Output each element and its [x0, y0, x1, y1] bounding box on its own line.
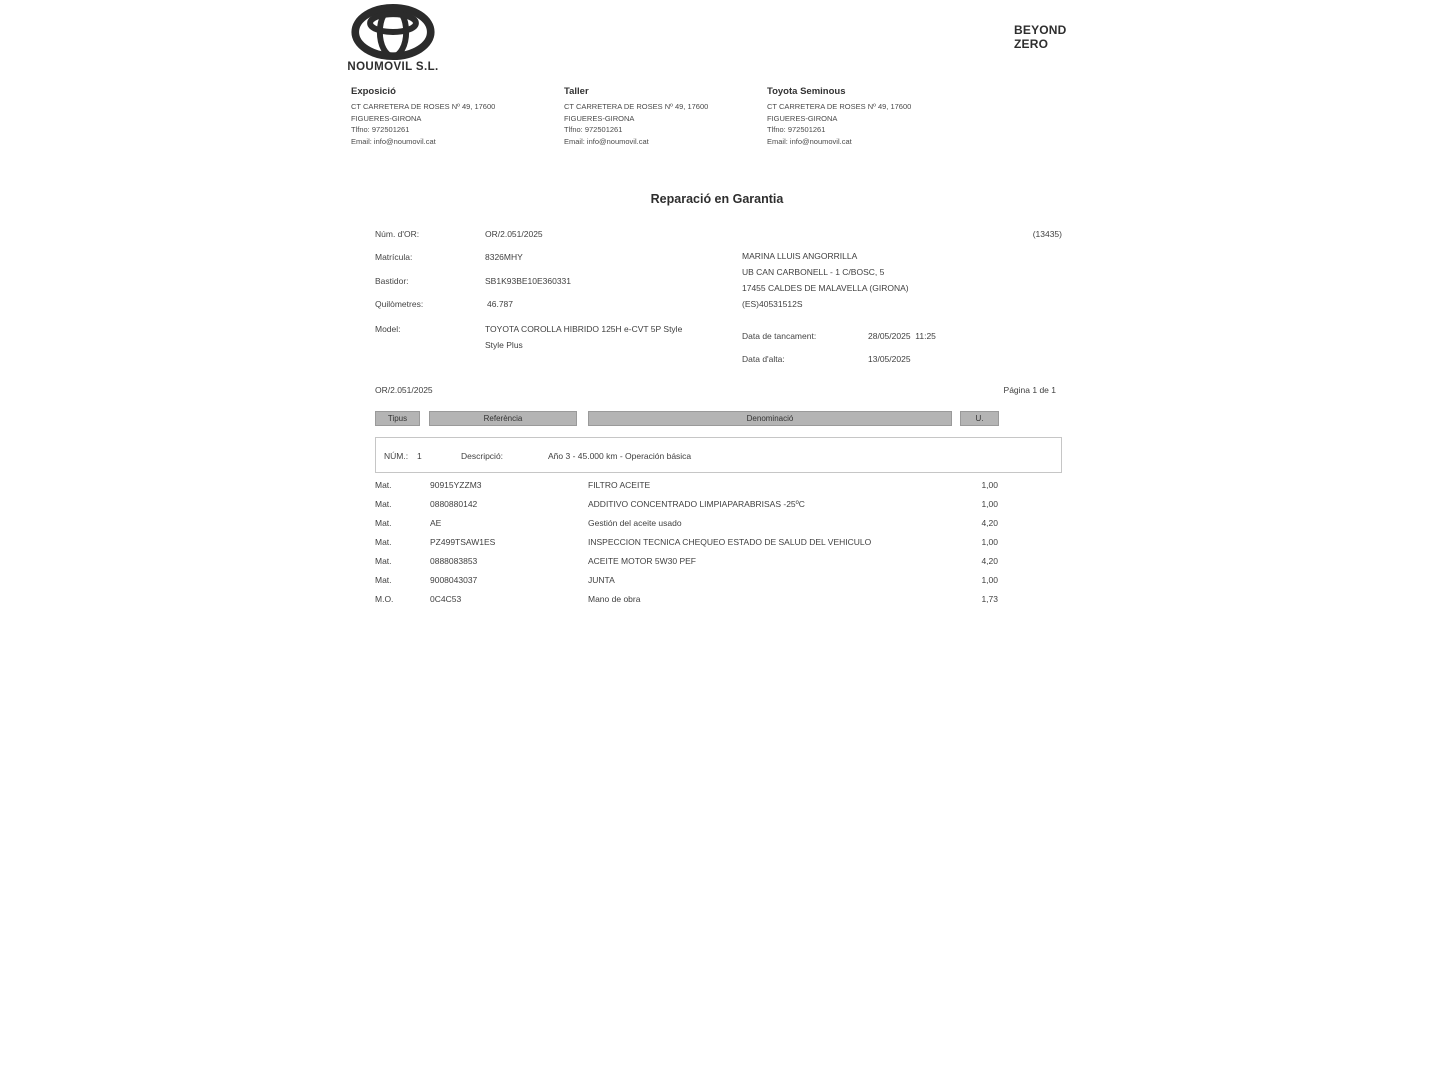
location-city: FIGUERES-GIRONA — [564, 113, 635, 123]
order-ref-number: (13435) — [1032, 229, 1062, 239]
customer-block — [742, 248, 909, 312]
location-phone: Tlfno: 972501261 — [351, 125, 410, 134]
location-title: Toyota Seminous — [767, 86, 846, 97]
column-header-referencia: Referència — [429, 411, 577, 426]
num-value: 1 — [417, 451, 422, 461]
num-label: NÚM.: — [384, 451, 409, 461]
num-or-value: OR/2.051/2025 — [485, 229, 543, 239]
row-referencia: AE — [430, 518, 442, 528]
row-units: 4,20 — [981, 556, 998, 566]
column-header-u: U. — [960, 411, 999, 426]
location-email: Email: info@noumovil.cat — [564, 136, 649, 146]
column-header-tipus: Tipus — [375, 411, 420, 426]
bastidor-value: SB1K93BE10E360331 — [485, 276, 572, 286]
row-denominacio: INSPECCION TECNICA CHEQUEO ESTADO DE SALUD DEL VEHICULO — [588, 537, 872, 547]
row-referencia: 0888083853 — [430, 556, 478, 566]
opening-date-label: Data d'alta: — [742, 354, 785, 364]
location-phone: Tlfno: 972501261 — [767, 125, 826, 134]
row-units: 1,00 — [981, 537, 998, 547]
quilometres-value: 46.787 — [487, 299, 513, 309]
row-tipus: Mat. — [375, 518, 392, 528]
row-referencia: 0C4C53 — [430, 594, 462, 604]
opening-date-value: 13/05/2025 — [868, 354, 911, 364]
location-city: FIGUERES-GIRONA — [351, 113, 422, 123]
customer-address-2: 17455 CALDES DE MALAVELLA (GIRONA) — [742, 283, 909, 293]
company-name: NOUMOVIL S.L. — [347, 61, 439, 73]
row-referencia: 9008043037 — [430, 575, 478, 585]
descripcio-label: Descripció: — [461, 451, 504, 461]
row-units: 1,00 — [981, 480, 998, 490]
location-title: Taller — [564, 86, 589, 97]
page-indicator: Página 1 de 1 — [1003, 385, 1056, 395]
row-units: 4,20 — [981, 518, 998, 528]
location-city: FIGUERES-GIRONA — [767, 113, 838, 123]
location-exposicio — [351, 86, 551, 147]
row-referencia: 0880880142 — [430, 499, 478, 509]
quilometres-label: Quilòmetres: — [375, 299, 424, 309]
row-denominacio: ADDITIVO CONCENTRADO LIMPIAPARABRISAS -25ºC — [588, 499, 805, 509]
row-units: 1,00 — [981, 499, 998, 509]
row-denominacio: JUNTA — [588, 575, 615, 585]
table-row — [0, 590, 1440, 609]
row-tipus: Mat. — [375, 537, 392, 547]
row-tipus: Mat. — [375, 556, 392, 566]
row-tipus: M.O. — [375, 594, 394, 604]
location-email: Email: info@noumovil.cat — [351, 136, 436, 146]
location-email: Email: info@noumovil.cat — [767, 136, 852, 146]
row-units: 1,00 — [981, 575, 998, 585]
table-row — [0, 552, 1440, 571]
table-row — [0, 514, 1440, 533]
model-value-line1: TOYOTA COROLLA HIBRIDO 125H e-CVT 5P Style — [485, 324, 683, 334]
beyond-zero-tagline: BEYOND ZERO — [1014, 23, 1067, 51]
row-tipus: Mat. — [375, 480, 392, 490]
location-phone: Tlfno: 972501261 — [564, 125, 623, 134]
row-tipus: Mat. — [375, 499, 392, 509]
document-title: Reparació en Garantia — [650, 192, 784, 206]
closing-date-label: Data de tancament: — [742, 331, 817, 341]
column-header-denominacio: Denominació — [588, 411, 952, 426]
matricula-value: 8326MHY — [485, 252, 523, 262]
or-reference-footer: OR/2.051/2025 — [375, 385, 433, 395]
customer-address-1: UB CAN CARBONELL - 1 C/BOSC, 5 — [742, 267, 885, 277]
bastidor-label: Bastidor: — [375, 276, 409, 286]
model-value-line2: Style Plus — [485, 340, 523, 350]
closing-date-value: 28/05/2025 11:25 — [868, 331, 936, 341]
row-referencia: PZ499TSAW1ES — [430, 537, 496, 547]
location-address: CT CARRETERA DE ROSES Nº 49, 17600 — [351, 102, 496, 111]
row-units: 1,73 — [981, 594, 998, 604]
row-denominacio: Mano de obra — [588, 594, 641, 604]
row-denominacio: Gestión del aceite usado — [588, 518, 682, 528]
location-title: Exposició — [351, 86, 396, 97]
row-denominacio: ACEITE MOTOR 5W30 PEF — [588, 556, 697, 566]
toyota-logo-icon — [350, 4, 436, 60]
table-row — [0, 571, 1440, 590]
model-label: Model: — [375, 324, 401, 334]
row-denominacio: FILTRO ACEITE — [588, 480, 651, 490]
location-address: CT CARRETERA DE ROSES Nº 49, 17600 — [767, 102, 912, 111]
descripcio-value: Año 3 - 45.000 km - Operación básica — [548, 451, 692, 461]
matricula-label: Matrícula: — [375, 252, 413, 262]
customer-nif: (ES)40531512S — [742, 299, 803, 309]
location-toyota-seminous — [767, 86, 967, 147]
num-or-label: Núm. d'OR: — [375, 229, 420, 239]
row-referencia: 90915YZZM3 — [430, 480, 482, 490]
location-taller — [564, 86, 764, 147]
row-tipus: Mat. — [375, 575, 392, 585]
location-address: CT CARRETERA DE ROSES Nº 49, 17600 — [564, 102, 709, 111]
table-row — [0, 533, 1440, 552]
table-row — [0, 495, 1440, 514]
operation-group-box — [375, 437, 1062, 473]
customer-name: MARINA LLUIS ANGORRILLA — [742, 251, 858, 261]
table-row — [0, 476, 1440, 495]
